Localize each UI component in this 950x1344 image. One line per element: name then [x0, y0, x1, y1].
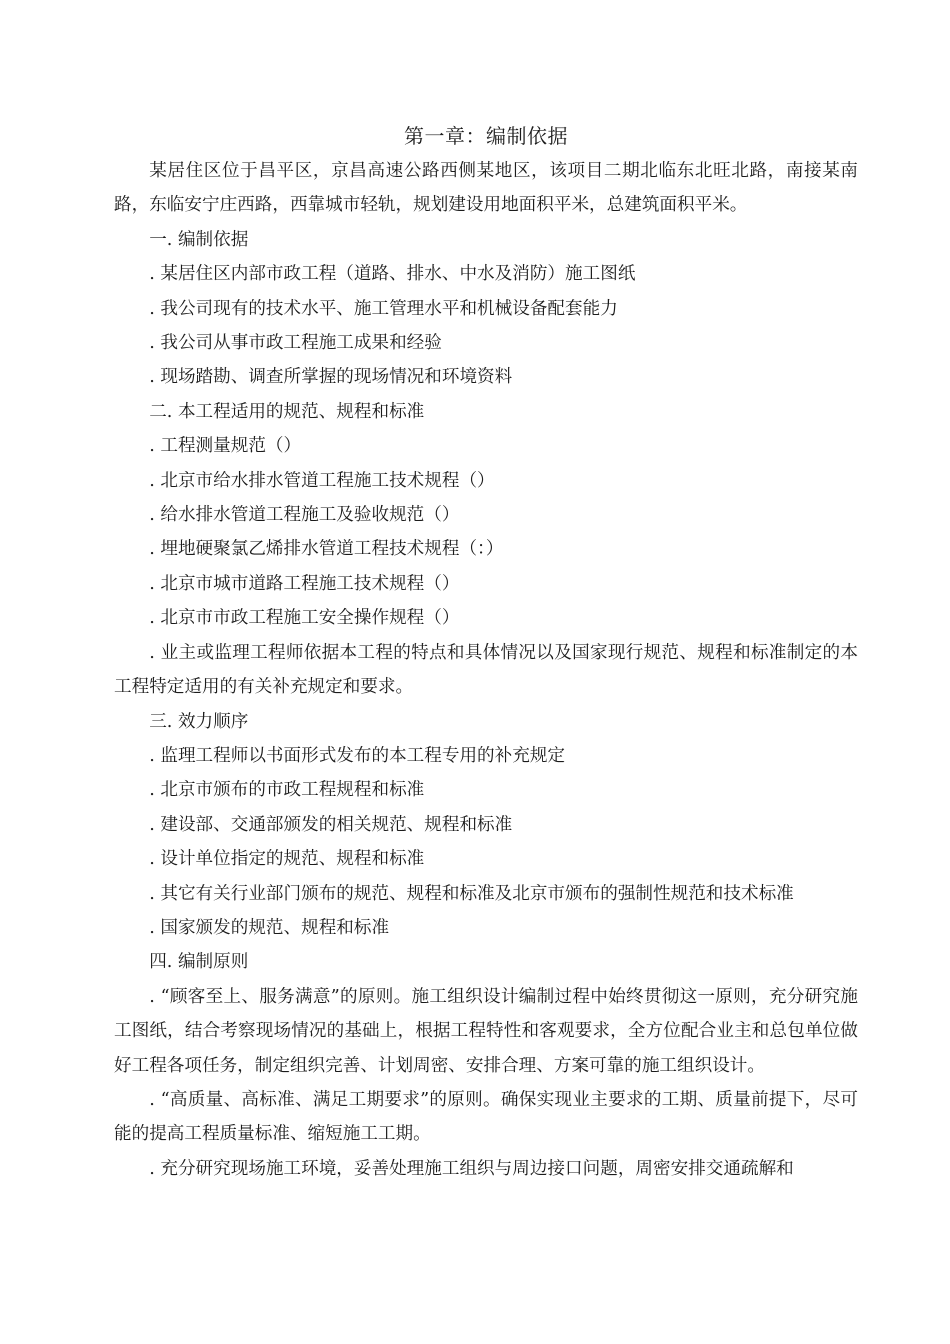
section2-last-item: . 业主或监理工程师依据本工程的特点和具体情况以及国家现行规范、规程和标准制定的本工程特定适用的有关补充规定和要求。 [114, 642, 858, 698]
section-heading-4: 四. 编制原则 [149, 952, 249, 973]
section1-item: . 我公司现有的技术水平、施工管理水平和机械设备配套能力 [149, 298, 618, 319]
section1-item: . 现场踏勘、调查所掌握的现场情况和环境资料 [149, 367, 513, 388]
section3-item: . 其它有关行业部门颁布的规范、规程和标准及北京市颁布的强制性规范和技术标准 [149, 883, 794, 904]
section2-item: . 北京市市政工程施工安全操作规程（） [149, 608, 460, 629]
section3-item: . 设计单位指定的规范、规程和标准 [149, 849, 425, 870]
section1-item: . 某居住区内部市政工程（道路、排水、中水及消防）施工图纸 [149, 264, 636, 285]
section3-item: . 监理工程师以书面形式发布的本工程专用的补充规定 [149, 745, 566, 766]
section-heading-1: 一. 编制依据 [149, 229, 249, 250]
intro-paragraph: 某居住区位于昌平区，京昌高速公路西侧某地区，该项目二期北临东北旺北路，南接某南路，东临安宁庄西路，西靠城市轻轨，规划建设用地面积平米，总建筑面积平米。 [114, 161, 858, 216]
section1-item: . 我公司从事市政工程施工成果和经验 [149, 333, 442, 354]
section-heading-2: 二. 本工程适用的规范、规程和标准 [149, 401, 425, 422]
section2-item: . 给水排水管道工程施工及验收规范（） [149, 505, 460, 526]
principle-paragraph: . “顾客至上、服务满意”的原则。施工组织设计编制过程中始终贯彻这一原则，充分研究施工图纸，结合考察现场情况的基础上，根据工程特性和客观要求，全方位配合业主和总包单位做好工程各项任务，制定组织完善、计划周密、安排合理、方案可靠的施工组织设计。 [114, 986, 858, 1076]
section2-item: . 北京市给水排水管道工程施工技术规程（） [149, 470, 495, 491]
section3-item: . 北京市颁布的市政工程规程和标准 [149, 780, 425, 801]
principle-paragraph: . 充分研究现场施工环境，妥善处理施工组织与周边接口问题，周密安排交通疏解和 [149, 1158, 794, 1179]
section3-item: . 建设部、交通部颁发的相关规范、规程和标准 [149, 814, 513, 835]
chapter-title: 第一章：编制依据 [404, 124, 568, 148]
section2-item: . 埋地硬聚氯乙烯排水管道工程技术规程（：） [149, 539, 504, 560]
section-heading-3: 三. 效力顺序 [149, 711, 249, 732]
section2-item: . 工程测量规范（） [149, 436, 302, 457]
document-body [114, 118, 858, 1186]
section3-item: . 国家颁发的规范、规程和标准 [149, 917, 390, 938]
section2-item: . 北京市城市道路工程施工技术规程（） [149, 573, 460, 594]
principle-paragraph: . “高质量、高标准、满足工期要求”的原则。确保实现业主要求的工期、质量前提下，尽可能的提高工程质量标准、缩短施工工期。 [114, 1089, 858, 1145]
